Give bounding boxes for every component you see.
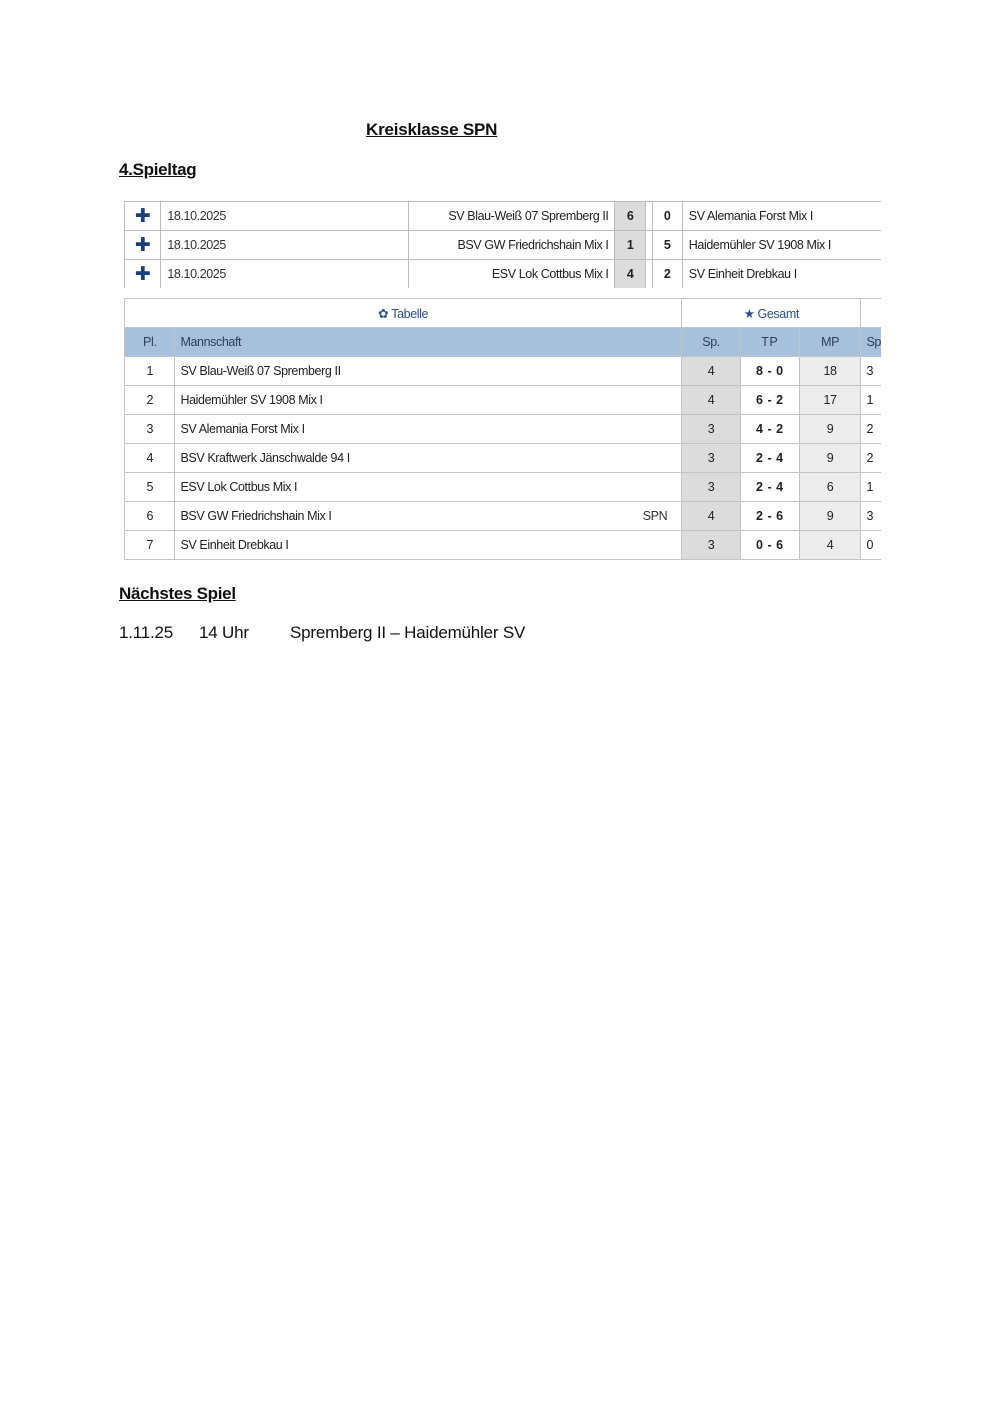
matches-box [124, 201, 881, 288]
plus-icon: ✚ [134, 205, 151, 227]
team-name: ESV Lok Cottbus Mix I [180, 480, 298, 494]
home-team: SV Blau-Weiß 07 Spremberg II [408, 202, 615, 231]
away-team: SV Alemania Forst Mix I [682, 202, 881, 231]
rank: 3 [125, 415, 175, 444]
match-points: 6 [799, 473, 861, 502]
next-group-header [861, 299, 881, 328]
team-cell [175, 531, 682, 560]
team-name: SV Einheit Drebkau I [180, 538, 289, 552]
games-played: 4 [682, 502, 741, 531]
expand-match-button[interactable] [125, 202, 161, 231]
next-game-date: 1.11.25 [119, 623, 174, 642]
home-score: 6 [615, 202, 645, 231]
extra-value: 2 [861, 444, 881, 473]
table-row [125, 357, 882, 386]
team-name: Haidemühler SV 1908 Mix I [180, 393, 323, 407]
match-points: 18 [799, 357, 861, 386]
next-game-time: 14 Uhr [199, 623, 249, 642]
home-team: ESV Lok Cottbus Mix I [408, 260, 615, 289]
col-header-sp[interactable]: Sp. [682, 328, 741, 357]
col-header-team[interactable]: Mannschaft [175, 328, 682, 357]
match-row [125, 231, 882, 260]
home-team: BSV GW Friedrichshain Mix I [408, 231, 615, 260]
match-date: 18.10.2025 [161, 231, 408, 260]
col-header-pl[interactable]: Pl. [125, 328, 175, 357]
home-score: 4 [615, 260, 645, 289]
col-header-tp[interactable]: TP [740, 328, 799, 357]
games-played: 3 [682, 444, 741, 473]
score-gap [645, 202, 652, 231]
rank: 4 [125, 444, 175, 473]
team-cell [175, 415, 682, 444]
team-cell [175, 357, 682, 386]
table-group-header[interactable] [125, 299, 682, 328]
matchday-heading: 4.Spieltag [119, 160, 197, 179]
games-played: 3 [682, 473, 741, 502]
match-row [125, 202, 882, 231]
match-points: 9 [799, 444, 861, 473]
team-name: SV Alemania Forst Mix I [180, 422, 305, 436]
match-row [125, 260, 882, 289]
table-row [125, 386, 882, 415]
match-date: 18.10.2025 [161, 202, 408, 231]
table-row [125, 415, 882, 444]
games-played: 4 [682, 357, 741, 386]
team-cell [175, 444, 682, 473]
total-group-label: Gesamt [757, 306, 799, 321]
table-row [125, 444, 882, 473]
standings-box [124, 298, 881, 562]
games-played: 3 [682, 415, 741, 444]
table-points: 2 - 4 [740, 473, 799, 502]
star-icon: ★ [743, 306, 755, 321]
extra-value: 3 [861, 502, 881, 531]
expand-match-button[interactable] [125, 231, 161, 260]
table-row [125, 531, 882, 560]
team-cell [175, 386, 682, 415]
table-points: 8 - 0 [740, 357, 799, 386]
match-points: 9 [799, 415, 861, 444]
next-game-heading: Nächstes Spiel [119, 584, 236, 603]
rank: 1 [125, 357, 175, 386]
rank: 2 [125, 386, 175, 415]
col-header-mp[interactable]: MP [799, 328, 861, 357]
team-name: BSV Kraftwerk Jänschwalde 94 I [180, 451, 350, 465]
col-header-sp2[interactable]: Sp [861, 328, 881, 357]
rank: 5 [125, 473, 175, 502]
plus-icon: ✚ [134, 263, 151, 285]
table-row [125, 502, 882, 531]
extra-value: 1 [861, 473, 881, 502]
team-tag: SPN [642, 509, 668, 523]
team-cell [175, 502, 682, 531]
away-score: 2 [652, 260, 682, 289]
extra-value: 0 [861, 531, 881, 560]
match-points: 4 [799, 531, 861, 560]
extra-value: 1 [861, 386, 881, 415]
table-group-label: Tabelle [391, 306, 429, 321]
team-cell [175, 473, 682, 502]
team-name: BSV GW Friedrichshain Mix I [180, 509, 332, 523]
table-points: 2 - 6 [740, 502, 799, 531]
away-team: SV Einheit Drebkau I [682, 260, 881, 289]
away-team: Haidemühler SV 1908 Mix I [682, 231, 881, 260]
score-gap [645, 231, 652, 260]
gear-icon: ✿ [378, 306, 389, 321]
away-score: 5 [652, 231, 682, 260]
total-group-header[interactable] [682, 299, 861, 328]
match-points: 17 [799, 386, 861, 415]
extra-value: 3 [861, 357, 881, 386]
games-played: 4 [682, 386, 741, 415]
rank: 7 [125, 531, 175, 560]
away-score: 0 [652, 202, 682, 231]
extra-value: 2 [861, 415, 881, 444]
team-name: SV Blau-Weiß 07 Spremberg II [180, 364, 341, 378]
plus-icon: ✚ [134, 234, 151, 256]
matches-table [124, 201, 881, 288]
table-points: 6 - 2 [740, 386, 799, 415]
next-game-line [119, 623, 525, 643]
standings-table [124, 298, 881, 560]
table-points: 2 - 4 [740, 444, 799, 473]
score-gap [645, 260, 652, 289]
table-points: 4 - 2 [740, 415, 799, 444]
expand-match-button[interactable] [125, 260, 161, 289]
next-game-pairing: Spremberg II – Haidemühler SV [290, 623, 526, 642]
page-title: Kreisklasse SPN [366, 120, 498, 139]
table-points: 0 - 6 [740, 531, 799, 560]
rank: 6 [125, 502, 175, 531]
home-score: 1 [615, 231, 645, 260]
table-row [125, 473, 882, 502]
match-points: 9 [799, 502, 861, 531]
games-played: 3 [682, 531, 741, 560]
match-date: 18.10.2025 [161, 260, 408, 289]
